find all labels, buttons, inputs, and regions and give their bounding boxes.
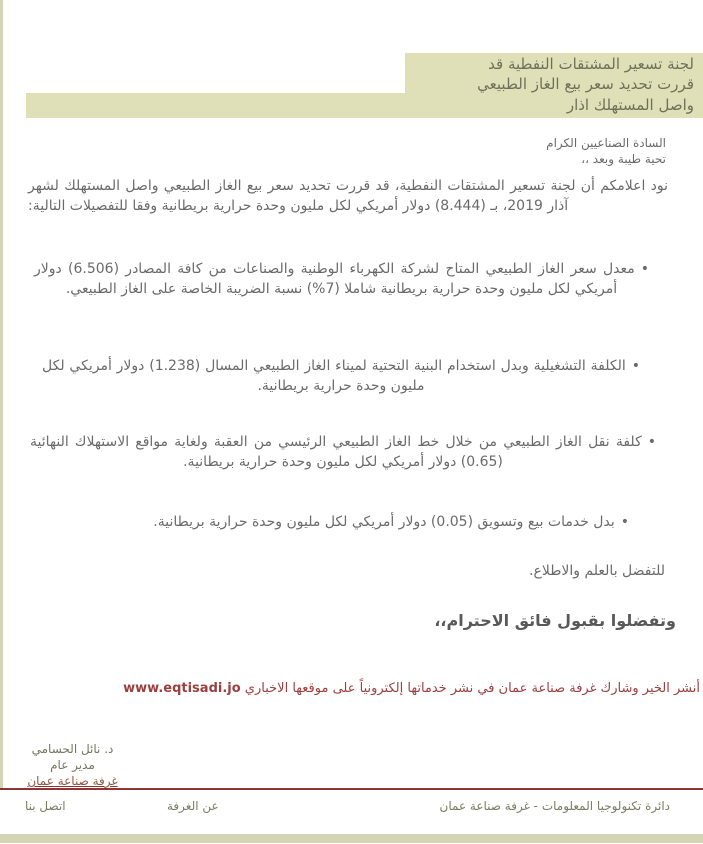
bullet-icon: •	[647, 434, 656, 450]
message-title	[405, 53, 703, 93]
left-stripe	[0, 0, 3, 789]
greeting-block	[546, 135, 666, 167]
bullet-icon: •	[631, 358, 640, 374]
bullet-icon: •	[640, 261, 650, 277]
bullet-icon: •	[620, 514, 629, 530]
title-highlight-bar	[26, 93, 703, 118]
bullet-text: الكلفة التشغيلية وبدل استخدام البنية التحتية لميناء الغاز الطبيعي المسال (1.238) دولار أمريكي لكل مليون وحدة حرارية بريطانية.	[42, 358, 626, 394]
bottom-bar	[0, 834, 703, 843]
salutation-line: السادة الصناعيين الكرام	[546, 136, 666, 150]
price-bullet-operational	[42, 356, 640, 396]
signature-name: د. نائل الحسامي	[31, 742, 114, 756]
promo-line	[123, 681, 700, 696]
opening-line: تحية طيبة وبعد ،،	[581, 152, 666, 166]
eqtisadi-link[interactable]: www.eqtisadi.jo	[123, 681, 241, 696]
title-line-3: واصل المستهلك اذار	[566, 96, 694, 114]
footer-rule	[0, 788, 703, 790]
about-chamber-link[interactable]: عن الغرفة	[167, 799, 219, 813]
price-bullet-sources	[34, 259, 649, 299]
title-line-1: لجنة تسعير المشتقات النفطية قد	[488, 55, 694, 73]
price-bullet-transport	[30, 432, 656, 472]
bullet-text: كلفة نقل الغاز الطبيعي من خلال خط الغاز الطبيعي الرئيسي من العقبة ولغاية مواقع الاستهلاك النهائية (0.65) دولار أمريكي لكل مليون وحدة حرارية بريطانية.	[30, 434, 642, 470]
it-department-label: دائرة تكنولوجيا المعلومات - غرفة صناعة عمان	[439, 799, 670, 813]
title-line-2: قررت تحديد سعر بيع الغاز الطبيعي	[477, 75, 694, 93]
signature-block	[20, 741, 125, 789]
promo-text: أنشر الخير وشارك غرفة صناعة عمان في نشر خدماتها إلكترونياً على موقعها الاخباري	[244, 681, 700, 696]
signature-org-link[interactable]: غرفة صناعة عمان	[27, 774, 118, 788]
signature-role: مدير عام	[50, 758, 95, 772]
price-bullet-marketing	[110, 512, 629, 532]
intro-paragraph: نود اعلامكم أن لجنة تسعير المشتقات النفطية، قد قررت تحديد سعر بيع الغاز الطبيعي واصل المستهلك لشهر آذار 2019، بـ (8.444) دولار أمريكي لكل مليون وحدة حرارية بريطانية وفقا للتفصيلات التالية:	[28, 178, 668, 214]
bullet-text: معدل سعر الغاز الطبيعي المتاح لشركة الكهرباء الوطنية والصناعات من كافة المصادر (6.506) دولار أمريكي لكل مليون وحدة حرارية بريطانية شاملا (7%) نسبة الضريبة الخاصة على الغاز الطبيعي.	[34, 261, 635, 297]
regards-line: وتفضلوا بقبول فائق الاحترام،،	[434, 611, 676, 630]
closing-note: للتفضل بالعلم والاطلاع.	[529, 563, 665, 579]
contact-us-link[interactable]: اتصل بنا	[25, 799, 66, 813]
bullet-text: بدل خدمات بيع وتسويق (0.05) دولار أمريكي لكل مليون وحدة حرارية بريطانية.	[153, 514, 615, 530]
